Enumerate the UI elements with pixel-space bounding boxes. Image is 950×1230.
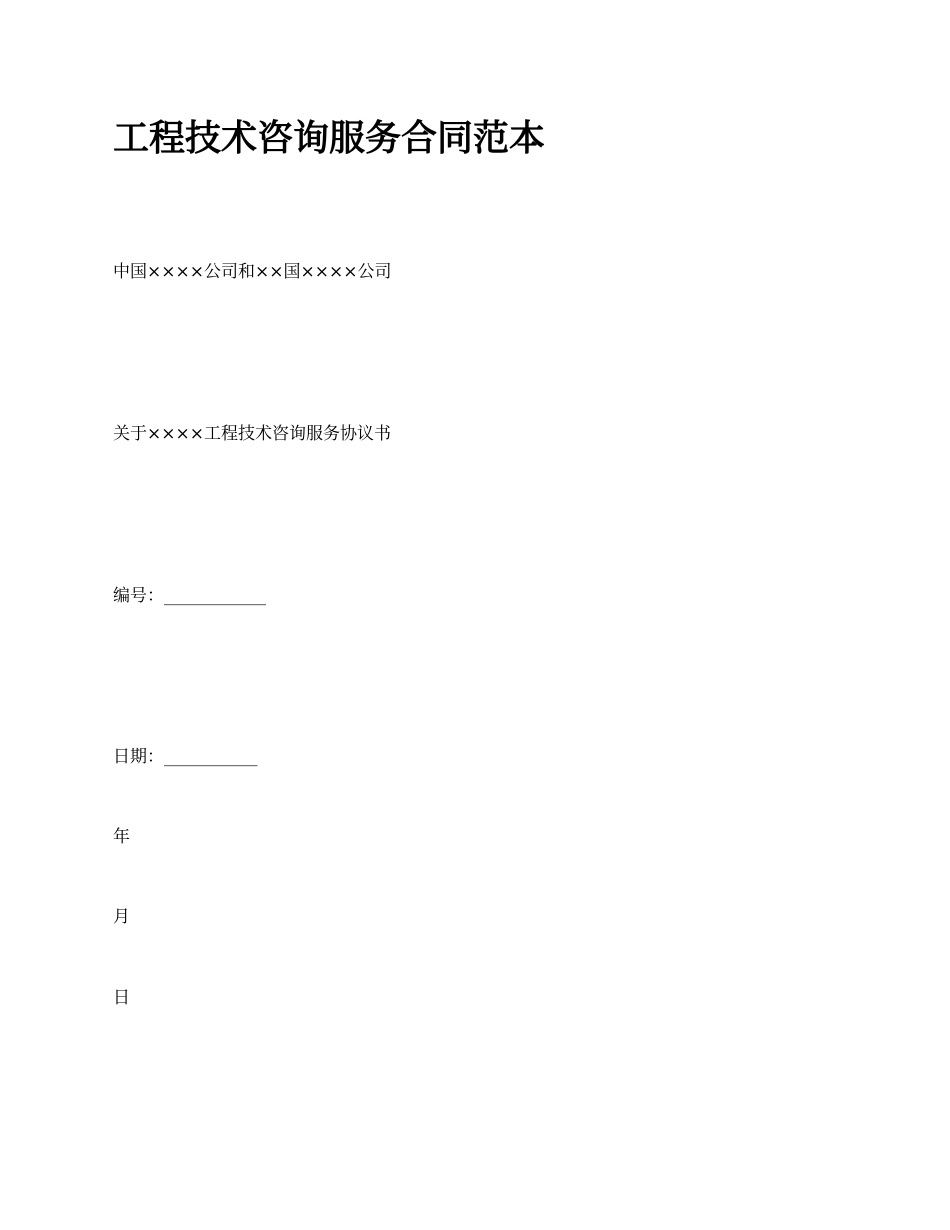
- contract-number-field: 编号：____________: [113, 586, 266, 606]
- contract-parties: 中国××××公司和××国××××公司: [113, 262, 392, 282]
- date-month-label: 月: [113, 907, 130, 927]
- document-title: 工程技术咨询服务合同范本: [113, 117, 546, 159]
- date-day-label: 日: [113, 988, 130, 1008]
- contract-date-field: 日期：___________: [113, 747, 258, 767]
- agreement-subject: 关于××××工程技术咨询服务协议书: [113, 424, 391, 444]
- date-year-label: 年: [113, 827, 130, 847]
